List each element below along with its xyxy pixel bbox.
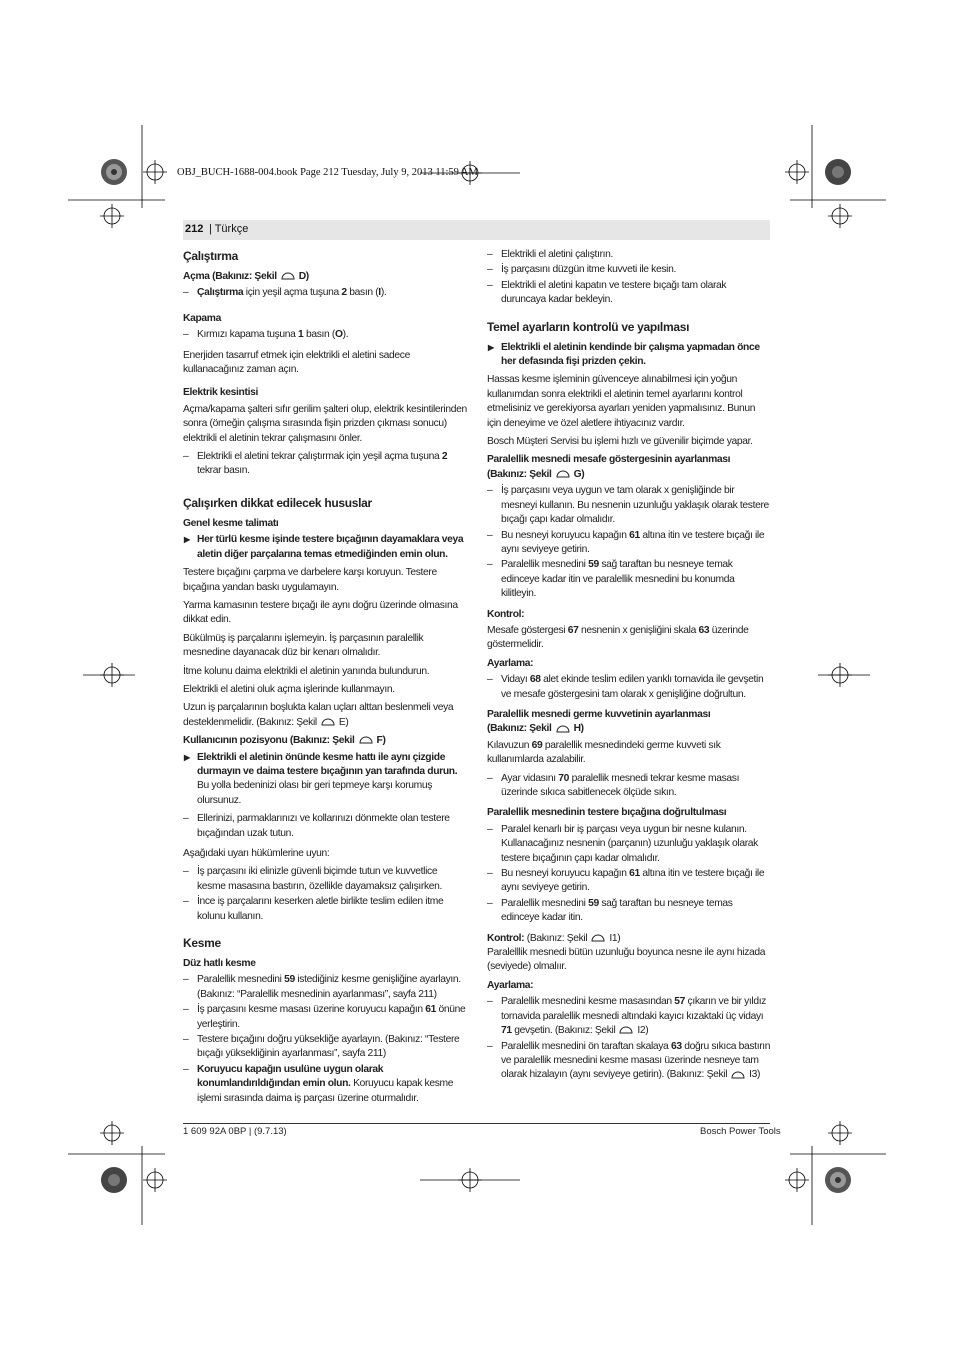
section-title-calisirken: Çalışırken dikkat edilecek hususlar: [183, 495, 372, 510]
list-item: – Paralellik mesnedini 59 istediğiniz kesme genişliğine ayarlayın. (Bakınız: “Paralellik mesnedinin ayarlanması”, sayfa 211): [183, 973, 467, 1002]
list-item: – Testere bıçağını doğru yüksekliğe ayarlayın. (Bakınız: “Testere bıçağı yüksekliğinin ayarlanması”, sayfa 211): [183, 1033, 467, 1062]
list-item: – İş parçasını veya uygun ve tam olarak x genişliğinde bir mesneyi kullanın. Bu nesnenin uzunluğu yaklaşık olarak testere bıçağı çapı kadar olmalıdır.: [487, 484, 771, 527]
figure-ref-icon: [556, 725, 570, 733]
list-item: – Kırmızı kapama tuşuna 1 basın (O).: [183, 328, 467, 342]
footer-right: Bosch Power Tools: [700, 1126, 781, 1137]
warning-item: ▶ Elektrikli el aletinin önünde kesme hattı ile aynı çizgide durmayın ve daima testere bıçağının yan tarafında durun. Bu yolla bedeninizi olası bir geri tepmeye karşı korumuş olursunuz.: [183, 751, 467, 809]
kontrol-label: Kontrol:: [487, 608, 525, 620]
subsection-elektrik-kesintisi: Elektrik kesintisi: [183, 387, 258, 399]
warning-item: ▶ Her türlü kesme işinde testere bıçağının dayamaklara veya aletin diğer parçalarına temas etmediğinden emin olun.: [183, 533, 467, 562]
list-item: – Vidayı 68 alet ekinde teslim edilen yarıklı tornavida ile gevşetin ve mesafe göstergesini tam olarak x genişliğine doğrultun.: [487, 673, 771, 702]
list-item: – Elektrikli el aletini tekrar çalıştırmak için yeşil açma tuşuna 2 tekrar basın.: [183, 450, 467, 479]
subsection-germe-kuvveti: Paralellik mesnedi germe kuvvetinin ayarlanması (Bakınız: Şekil H): [487, 708, 711, 735]
left-column: [183, 248, 467, 1107]
subsection-kapama: Kapama: [183, 312, 221, 324]
paragraph: Kontrol: (Bakınız: Şekil I1) Paralelllik mesnedi bütün uzunluğu boyunca nesne ile aynı hizada (seviyede) olmalıır.: [487, 932, 766, 973]
paragraph: Açma/kapama şalteri sıfır gerilim şalteri olup, elektrik kesintilerinden sonra (örneğin çalışma sırasında fişin prizden çıkması sonucu) elektrikli el aletinin tekrar çalışmasını önler.: [183, 403, 467, 444]
subsection-dogrultma: Paralellik mesnedinin testere bıçağına doğrultulması: [487, 807, 727, 819]
section-title-temel-ayarlar: Temel ayarların kontrolü ve yapılması: [487, 319, 690, 334]
list-item: – Çalıştırma için yeşil açma tuşuna 2 basın (I).: [183, 286, 467, 300]
subsection-acma: Açma (Bakınız: Şekil D): [183, 271, 309, 282]
paragraph: Enerjiden tasarruf etmek için elektrikli el aletini sadece kullanacağınız zaman açın.: [183, 349, 410, 376]
subsection-duz-hatli-kesme: Düz hatlı kesme: [183, 958, 256, 970]
figure-ref-icon: [619, 1026, 633, 1034]
section-title-kesme: Kesme: [183, 936, 221, 951]
footer-rule: [183, 1123, 770, 1124]
paragraph: Uzun iş parçalarının boşlukta kalan uçları alttan beslenmeli veya desteklenmelidir. (Bakınız: Şekil E): [183, 702, 454, 728]
paragraph: Bosch Müşteri Servisi bu işlemi hızlı ve güvenilir biçimde yapar.: [487, 436, 753, 448]
section-title-calistirma: Çalıştırma: [183, 249, 239, 263]
paragraph: Testere bıçağını çarpma ve darbelere karşı koruyun. Testere bıçağına yandan baskı uygulamayın.: [183, 567, 437, 593]
figure-ref-icon: [731, 1071, 745, 1079]
paragraph: Yarma kamasının testere bıçağı ile aynı doğru üzerinde olmasına dikkat edin.: [183, 599, 458, 626]
list-item: – Ayar vidasını 70 paralellik mesnedi tekrar kesme masası üzerinde sıkıca sabitlenecek ölçüde sıkın.: [487, 772, 771, 801]
subsection-kullanici-pozisyonu: Kullanıcının pozisyonu (Bakınız: Şekil F): [183, 735, 386, 747]
list-item: – Paralel kenarlı bir iş parçası veya uygun bir nesne kulanın. Kullanacağınız nesnenin (parçanın) uzunluğu yaklaşık olarak testere bıçağının çapı kadar olmalıdır.: [487, 823, 771, 866]
warning-item: ▶ Elektrikli el aletinin kendinde bir çalışma yapmadan önce her defasında fişi prizden çekin.: [487, 341, 771, 370]
ayarlama-label: Ayarlama:: [487, 979, 534, 991]
list-item: – Paralellik mesnedini 59 sağ taraftan bu nesneye temak edinceye kadar itin ve paralellik mesnedini bu konumda kilitleyin.: [487, 558, 771, 601]
list-item: – İş parçasını kesme masası üzerine koruyucu kapağın 61 önüne yerleştirin.: [183, 1003, 467, 1032]
list-item: – İş parçasını iki elinizle güvenli biçimde tutun ve kuvvetlice kesme masasına bastırın, özellikle dayamaksız çalışırken.: [183, 865, 467, 894]
paragraph: Aşağıdaki uyarı hükümlerine uyun:: [183, 848, 330, 859]
paragraph: Hassas kesme işleminin güvenceye alınabilmesi için yoğun kullanımdan sonra elektrikli el aletinin temel ayarlarını kontrol etmelisiniz ve gerekiyorsa ayarları yeniden yapmalısınız. Bunun için deneyime ve özel aletlere ihtiyacınız vardır.: [487, 374, 756, 429]
paragraph: Bükülmüş iş parçalarını işlemeyin. İş parçasının paralellik mesnedine dayanacak düz bir kenarı olmalıdır.: [183, 632, 424, 659]
file-header: OBJ_BUCH-1688-004.book Page 212 Tuesday, July 9, 2013 11:59 AM: [177, 167, 478, 178]
figure-ref-icon: [591, 934, 605, 942]
list-item: – Bu nesneyi koruyucu kapağın 61 altına itin ve testere bıçağı ile aynı seviyeye getirin.: [487, 867, 771, 896]
list-item: – Elektrikli el aletini kapatın ve testere bıçağı tam olarak duruncaya kadar bekleyin.: [487, 279, 771, 308]
page-header-bar: [183, 220, 770, 240]
list-item: – Koruyucu kapağın usulüne uygun olarak konumlandırıldığından emin olun. Koruyucu kapak kesme işlemi sırasında daima iş parçası üzerine oturmalıdır.: [183, 1063, 467, 1106]
ayarlama-label: Ayarlama:: [487, 657, 534, 669]
list-item: – Ellerinizi, parmaklarınızı ve kollarınızı dönmekte olan testere bıçağından uzak tutun.: [183, 812, 467, 841]
list-item: – Bu nesneyi koruyucu kapağın 61 altına itin ve testere bıçağı ile aynı seviyeye getirin.: [487, 529, 771, 558]
page-number: 212: [185, 223, 204, 235]
figure-ref-icon: [281, 272, 295, 280]
right-column: [487, 248, 771, 1084]
subsection-genel-kesme: Genel kesme talimatı: [183, 517, 279, 529]
paragraph: İtme kolunu daima elektrikli el aletinin yanında bulundurun.: [183, 665, 430, 677]
list-item: – Paralellik mesnedini 59 sağ taraftan bu nesneye temas edinceye kadar itin.: [487, 897, 771, 926]
figure-ref-icon: [321, 718, 335, 726]
figure-ref-icon: [556, 470, 570, 478]
language-label: | Türkçe: [209, 223, 249, 235]
paragraph: Kılavuzun 69 paralellik mesnedindeki germe kuvveti sık kullanımlarda azalabilir.: [487, 739, 721, 766]
list-item: – Paralellik mesnedini kesme masasından 57 çıkarın ve bir yıldız tornavida paralellik mesnedi altındaki kayıcı kızaktaki üç vidayı 71 gevşetin. (Bakınız: Şekil I2): [487, 995, 771, 1038]
list-item: – Paralellik mesnedini ön taraftan skalaya 63 doğru sıkıca bastırın ve paralellik mesnedini kesme masası üzerinde nesneye tam olarak hizalayın (aynı seviyeye getirin). (Bakınız: Şekil I3): [487, 1040, 771, 1083]
subsection-mesafe-gostergesi: Paralellik mesnedi mesafe göstergesinin ayarlanması (Bakınız: Şekil G): [487, 454, 731, 480]
figure-ref-icon: [359, 736, 373, 744]
paragraph: Mesafe göstergesi 67 nesnenin x genişliğini skala 63 üzerinde göstermelidir.: [487, 624, 749, 651]
footer-left: 1 609 92A 0BP | (9.7.13): [183, 1126, 287, 1137]
list-item: – İnce iş parçalarını keserken aletle birlikte teslim edilen itme kolunu kullanın.: [183, 895, 467, 924]
paragraph: Elektrikli el aletini oluk açma işlerinde kullanmayın.: [183, 683, 395, 695]
list-item: – İş parçasını düzgün itme kuvveti ile kesin.: [487, 263, 771, 277]
list-item: – Elektrikli el aletini çalıştırın.: [487, 248, 771, 262]
